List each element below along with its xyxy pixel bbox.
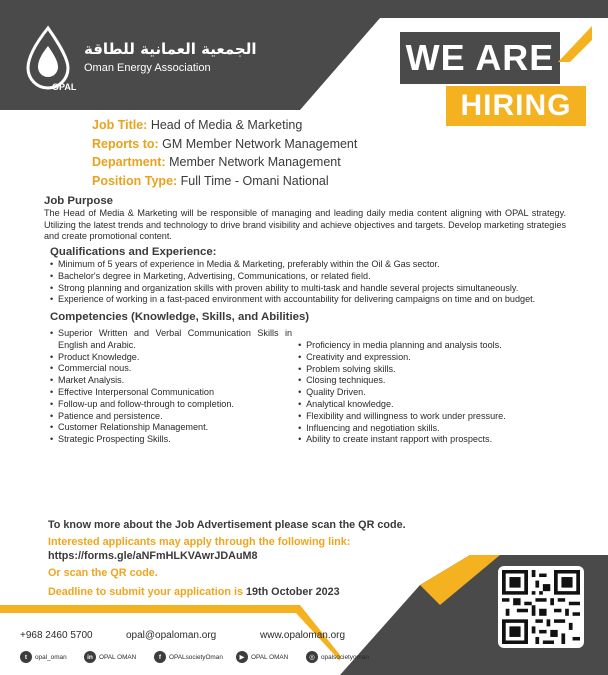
job-title-row: Job Title: Head of Media & Marketing bbox=[92, 118, 303, 132]
opal-drop-icon bbox=[22, 24, 78, 92]
list-item: • Ability to create instant rapport with prospects. bbox=[298, 434, 566, 446]
list-item: • Commercial nous. bbox=[50, 363, 292, 375]
competencies-columns bbox=[44, 328, 566, 446]
banner-we-are: WE ARE bbox=[400, 32, 560, 84]
list-item: • Product Knowledge. bbox=[50, 352, 292, 364]
list-item: • Minimum of 5 years of experience in Media & Marketing, preferably within the Oil & Gas sector. bbox=[50, 259, 566, 271]
list-item: • Analytical knowledge. bbox=[298, 399, 566, 411]
list-item: • Strategic Prospecting Skills. bbox=[50, 434, 292, 446]
purpose-text: The Head of Media & Marketing will be responsible of managing and leading daily media content aligning with OPAL strategy. Utilizing the latest trends and technology to drive brand visibility and achieve objectives and targets. Develop marketing strategies and create promotional content. bbox=[44, 207, 566, 242]
list-item: • Follow-up and follow-through to completion. bbox=[50, 399, 292, 411]
brand-name-english: Oman Energy Association bbox=[84, 62, 211, 74]
purpose-heading: Job Purpose bbox=[44, 195, 113, 207]
list-item: • Superior Written and Verbal Communication Skills in English and Arabic. bbox=[50, 328, 292, 352]
link-intro: Interested applicants may apply through the following link: bbox=[48, 536, 351, 548]
instagram-icon: ◎ bbox=[306, 651, 318, 663]
facebook-icon: f bbox=[154, 651, 166, 663]
application-link[interactable]: https://forms.gle/aNFmHLKVAwrJDAuM8 bbox=[48, 550, 258, 562]
list-item: • Bachelor's degree in Marketing, Advertising, Communications, or related field. bbox=[50, 271, 566, 283]
list-item: • Customer Relationship Management. bbox=[50, 422, 292, 434]
list-item: • Influencing and negotiation skills. bbox=[298, 423, 566, 435]
list-item: • Effective Interpersonal Communication bbox=[50, 387, 292, 399]
twitter-icon: t bbox=[20, 651, 32, 663]
logo-wordmark: OPAL bbox=[52, 82, 77, 92]
linkedin-icon: in bbox=[84, 651, 96, 663]
list-item: • Experience of working in a fast-paced environment with accountability for delivering campaigns on time and on budget. bbox=[50, 294, 566, 306]
list-item: • Proficiency in media planning and analysis tools. bbox=[298, 340, 566, 352]
email-address[interactable]: opal@opaloman.org bbox=[126, 630, 217, 641]
banner-hiring: HIRING bbox=[446, 86, 586, 126]
qualifications-list bbox=[50, 259, 566, 306]
qr-code-icon bbox=[502, 570, 580, 644]
arrow-accent-icon bbox=[552, 22, 596, 66]
list-item: • Problem solving skills. bbox=[298, 364, 566, 376]
deadline-row: Deadline to submit your application is 19th October 2023 bbox=[48, 586, 340, 598]
job-description bbox=[44, 196, 566, 446]
qr-code[interactable] bbox=[498, 566, 584, 648]
list-item: • Patience and persistence. bbox=[50, 411, 292, 423]
list-item: • Strong planning and organization skills with proven ability to multi-task and handle several projects simultaneously. bbox=[50, 283, 566, 295]
job-details bbox=[92, 116, 357, 190]
website-link[interactable]: www.opaloman.org bbox=[260, 630, 346, 641]
competencies-list-right bbox=[298, 340, 566, 446]
youtube-icon: ▶ bbox=[236, 651, 248, 663]
qualifications-heading: Qualifications and Experience: bbox=[50, 246, 217, 259]
social-youtube[interactable]: ▶ OPAL OMAN bbox=[236, 651, 288, 663]
or-scan-note: Or scan the QR code. bbox=[48, 567, 158, 579]
list-item: • Market Analysis. bbox=[50, 375, 292, 387]
competencies-list-left bbox=[50, 328, 292, 446]
opal-logo bbox=[22, 24, 282, 96]
social-twitter[interactable]: t opal_oman bbox=[20, 651, 67, 663]
brand-name-arabic: الجمعية العمانية للطاقة bbox=[84, 40, 257, 58]
list-item: • Flexibility and willingness to work under pressure. bbox=[298, 411, 566, 423]
department-row: Department: Member Network Management bbox=[92, 155, 341, 170]
reports-to-row: Reports to: GM Member Network Management bbox=[92, 136, 358, 151]
social-instagram[interactable]: ◎ opalsocietyoman bbox=[306, 651, 369, 663]
phone-number[interactable]: +968 2460 5700 bbox=[20, 630, 93, 641]
list-item: • Closing techniques. bbox=[298, 375, 566, 387]
social-linkedin[interactable]: in OPAL OMAN bbox=[84, 651, 136, 663]
list-item: • Quality Driven. bbox=[298, 387, 566, 399]
social-facebook[interactable]: f OPALsocietyOman bbox=[154, 651, 223, 663]
scan-note: To know more about the Job Advertisement please scan the QR code. bbox=[48, 519, 406, 531]
competencies-heading: Competencies (Knowledge, Skills, and Abilities) bbox=[50, 311, 310, 324]
list-item: • Creativity and expression. bbox=[298, 352, 566, 364]
apply-section bbox=[48, 516, 406, 602]
position-type-row: Position Type: Full Time - Omani National bbox=[92, 173, 329, 188]
